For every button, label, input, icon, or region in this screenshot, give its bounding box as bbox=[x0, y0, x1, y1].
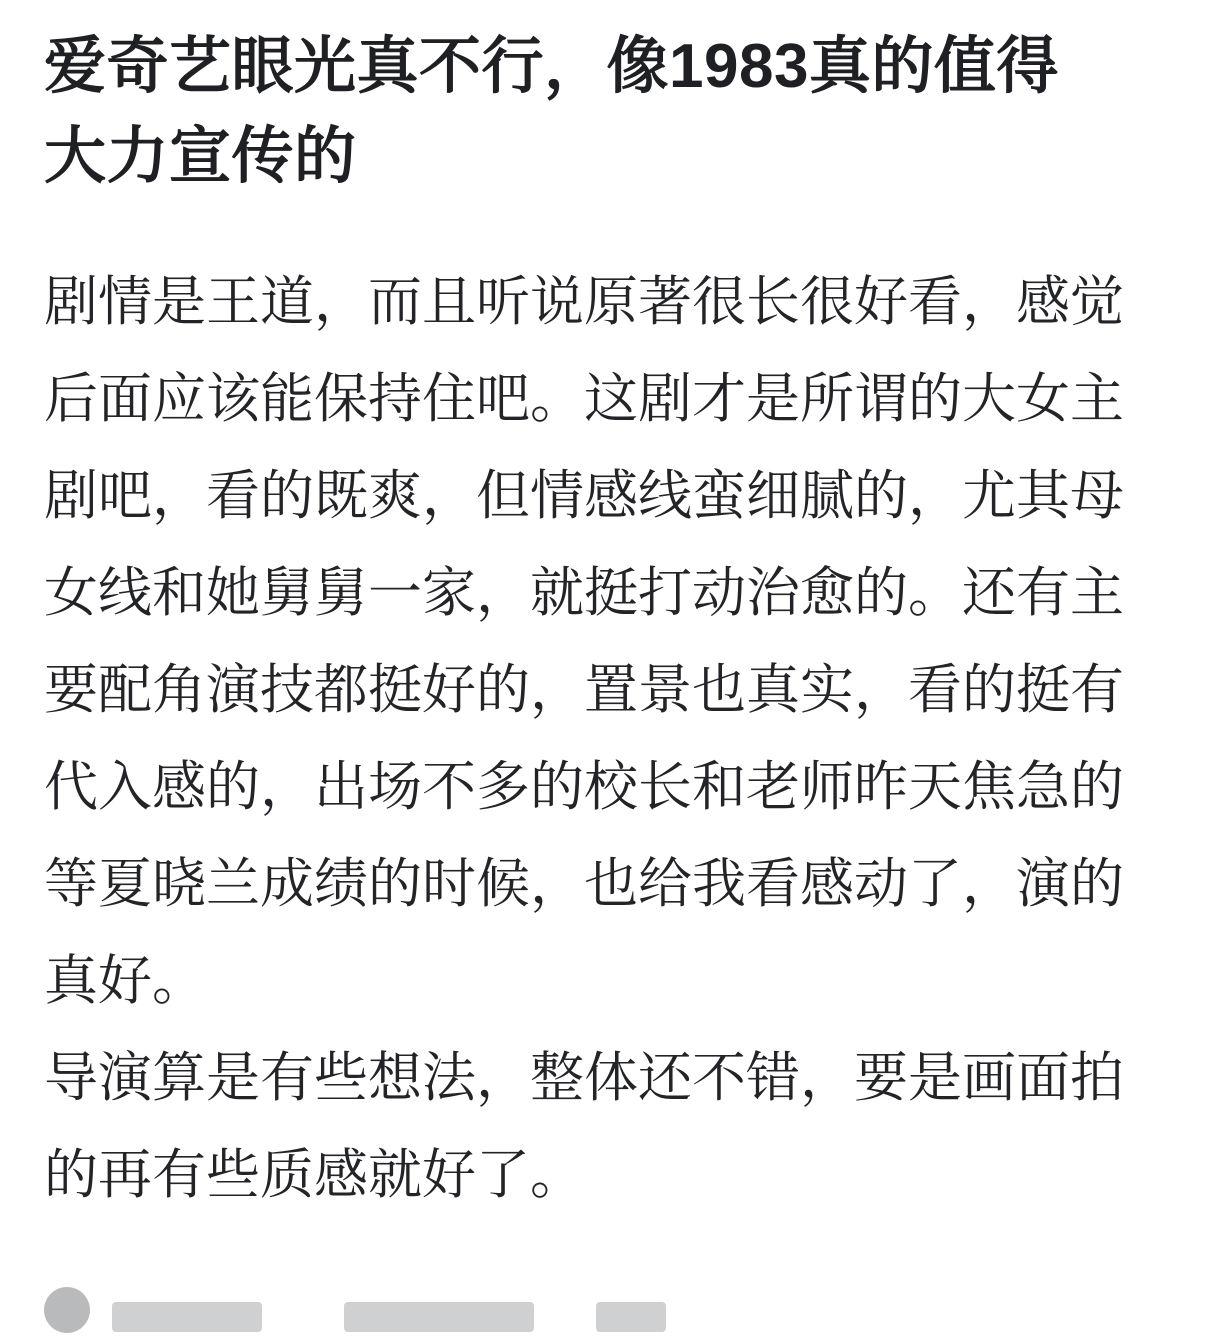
body-line: 等夏晓兰成绩的时候，也给我看感动了，演的 bbox=[44, 854, 1124, 914]
post-title bbox=[44, 22, 1162, 202]
post-title-line: 大力宣传的 bbox=[44, 122, 357, 191]
post-container bbox=[0, 22, 1206, 1340]
post-footer bbox=[44, 1280, 1162, 1340]
avatar-icon[interactable] bbox=[44, 1287, 90, 1333]
post-body bbox=[44, 254, 1162, 1224]
body-line: 剧吧，看的既爽，但情感线蛮细腻的，尤其母 bbox=[44, 466, 1124, 526]
body-line: 女线和她舅舅一家，就挺打动治愈的。还有主 bbox=[44, 563, 1124, 623]
body-line: 的再有些质感就好了。 bbox=[44, 1145, 584, 1205]
footer-meta-fragment bbox=[344, 1302, 534, 1332]
body-line: 代入感的，出场不多的校长和老师昨天焦急的 bbox=[44, 757, 1124, 817]
post-title-line: 爱奇艺眼光真不行，像1983真的值得 bbox=[44, 32, 1059, 101]
body-line: 后面应该能保持住吧。这剧才是所谓的大女主 bbox=[44, 369, 1124, 429]
footer-meta-fragment bbox=[596, 1302, 666, 1332]
footer-meta-fragment bbox=[112, 1302, 262, 1332]
body-line: 真好。 bbox=[44, 951, 206, 1011]
body-line: 要配角演技都挺好的，置景也真实，看的挺有 bbox=[44, 660, 1124, 720]
body-line: 导演算是有些想法，整体还不错，要是画面拍 bbox=[44, 1048, 1124, 1108]
body-line: 剧情是王道，而且听说原著很长很好看，感觉 bbox=[44, 272, 1124, 332]
